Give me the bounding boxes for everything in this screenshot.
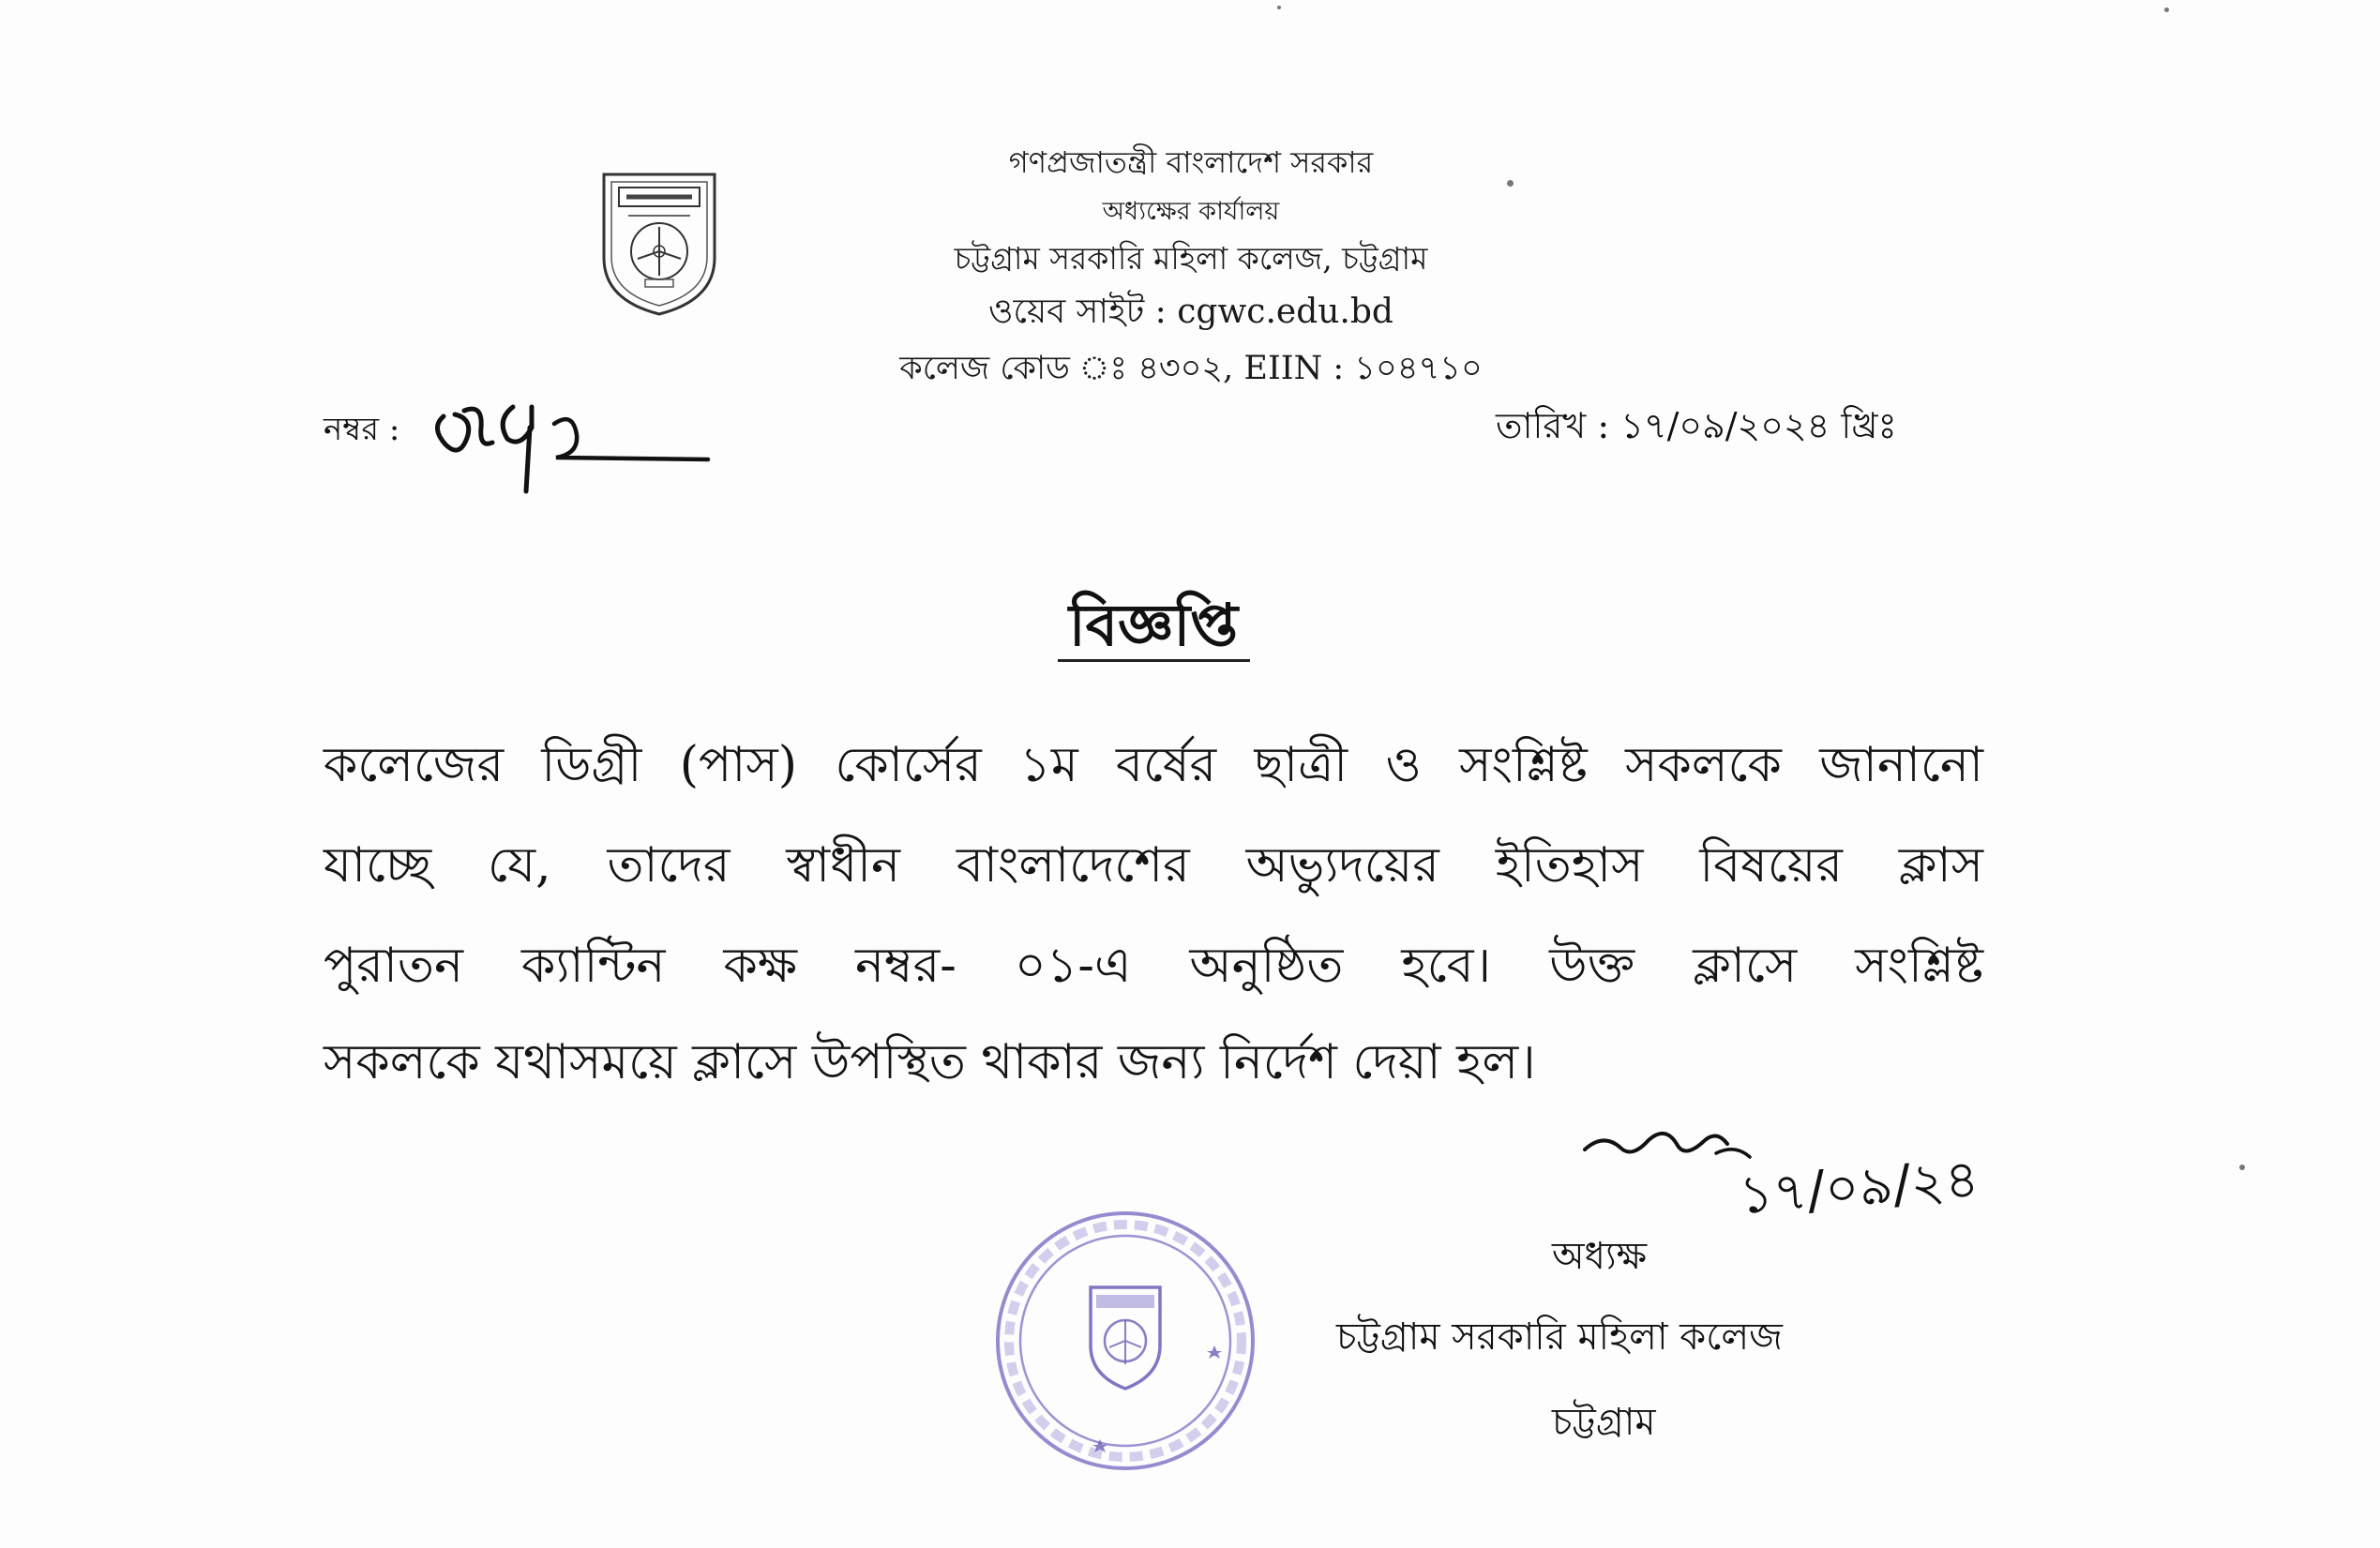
official-stamp-icon bbox=[989, 1205, 1261, 1477]
header-codes: কলেজ কোড ঃ ৪৩০২, EIIN : ১০৪৭১০ bbox=[899, 350, 1483, 387]
notice-body-line-1: কলেজের ডিগ্রী (পাস) কোর্সের ১ম বর্ষের ছাত্রী ও সংশ্লিষ্ট সকলকে জানানো bbox=[324, 737, 1983, 793]
notice-body-line-3: পুরাতন ক্যান্টিন কক্ষ নম্বর- ০১-এ অনুষ্ঠিত হবে। উক্ত ক্লাসে সংশ্লিষ্ট bbox=[324, 938, 1983, 994]
signatory-institution: চট্টগ্রাম সরকারি মহিলা কলেজ bbox=[1336, 1315, 1783, 1359]
header-government: গণপ্রজাতন্ত্রী বাংলাদেশ সরকার bbox=[1008, 144, 1374, 180]
notice-body-line-2: যাচ্ছে যে, তাদের স্বাধীন বাংলাদেশের অভ্যুদয়ের ইতিহাস বিষয়ের ক্লাস bbox=[324, 837, 1983, 894]
header-website: ওয়েব সাইট : cgwc.edu.bd bbox=[988, 293, 1393, 331]
scan-speck bbox=[1277, 6, 1281, 9]
title-underline bbox=[1058, 659, 1250, 662]
notice-date: তারিখ : ১৭/০৯/২০২৪ খ্রিঃ bbox=[1496, 405, 1897, 446]
signatory-city: চট্টগ্রাম bbox=[1552, 1401, 1656, 1444]
handwritten-signature bbox=[1575, 1116, 2091, 1228]
signatory-designation: অধ্যক্ষ bbox=[1552, 1235, 1648, 1278]
scan-speck bbox=[2239, 1165, 2245, 1170]
scan-speck bbox=[1507, 180, 1514, 187]
scan-speck bbox=[2164, 8, 2169, 12]
handwritten-reference-number bbox=[427, 383, 746, 504]
notice-title: বিজ্ঞপ্তি bbox=[1068, 591, 1239, 659]
reference-label: নম্বর : bbox=[324, 411, 400, 448]
header-office: অধ্যক্ষের কার্যালয় bbox=[1102, 197, 1280, 226]
notice-body-line-4: সকলকে যথাসময়ে ক্লাসে উপস্থিত থাকার জন্য নির্দেশ দেয়া হল। bbox=[324, 1034, 1536, 1090]
handwritten-signature-date: ১৭/০৯/২৪ bbox=[1737, 1149, 1981, 1226]
header-college: চট্টগ্রাম সরকারি মহিলা কলেজ, চট্টগ্রাম bbox=[954, 240, 1428, 277]
